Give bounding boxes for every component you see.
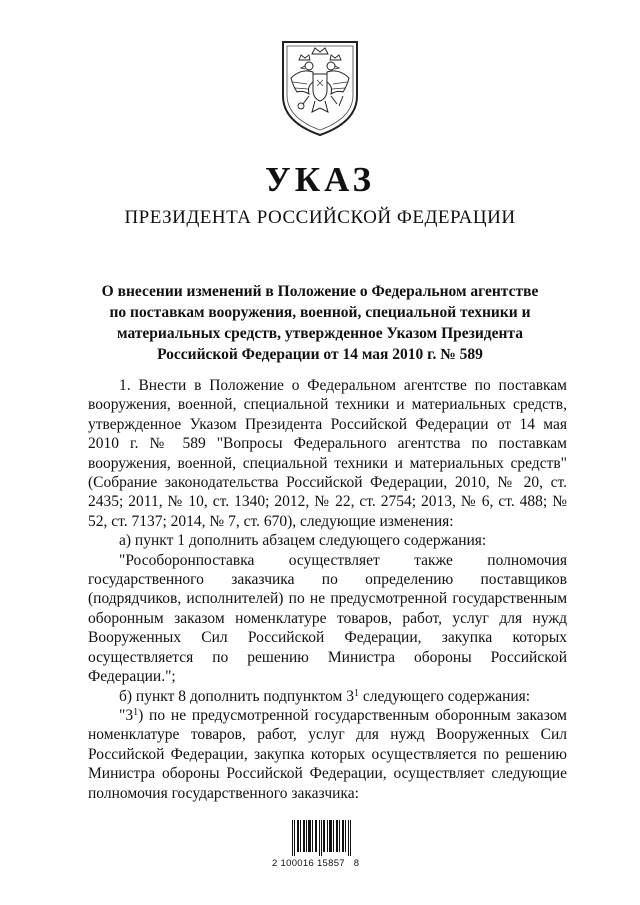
- paragraph-1: 1. Внести в Положение о Федеральном агентстве по поставкам вооружения, военной, специальной техники и материальных средств, утвержденное Указом Президента Российской Федерации от 14 мая 2010 г. № 589 "Вопросы Федерального агентства по поставкам вооружения, военной, специальной техники и материальных средств" (Собрание законодательства Российской Федерации, 2010, № 20, ст. 2435; 2011, № 10, ст. 1340; 2012, № 22, ст. 2754; 2013, № 6, ст. 488; № 52, ст. 7137; 2014, № 7, ст. 670), следующие изменения:: [88, 377, 567, 530]
- page-subtitle: ПРЕЗИДЕНТА РОССИЙСКОЙ ФЕДЕРАЦИИ: [124, 207, 516, 228]
- superscript: 1: [133, 706, 139, 718]
- barcode-icon: [292, 820, 352, 856]
- paragraph-5-text: "3: [119, 706, 134, 724]
- heading-line: О внесении изменений в Положение о Федеральном агентстве: [101, 283, 539, 300]
- paragraph-2: а) пункт 1 дополнить абзацем следующего содержания:: [119, 532, 487, 550]
- barcode-number: 2 100016 15857 8: [272, 858, 360, 869]
- heading-line: материальных средств, утвержденное Указом Президента: [117, 325, 523, 342]
- superscript: 1: [354, 687, 359, 699]
- paragraph-4-text-end: следующего содержания:: [359, 687, 531, 705]
- paragraph-5-text-end: ) по не предусмотренной государственным оборонным заказом номенклатуре товаров, работ, услуг для нужд Вооруженных Сил Российской Федерации, закупка которых осуществляется по решению Министра обороны Российской Федерации, осуществляет следующие полномочия государственного заказчика:: [88, 706, 567, 802]
- paragraph-5: [88, 706, 567, 803]
- paragraph-4: [88, 687, 567, 706]
- page-title: УКАЗ: [265, 160, 375, 199]
- heading-line: по поставкам вооружения, военной, специальной техники и: [109, 304, 531, 321]
- decree-body: [88, 376, 567, 803]
- paragraph-4-text: б) пункт 8 дополнить подпунктом 3: [119, 687, 354, 705]
- paragraph-3: "Рособоронпоставка осуществляет также полномочия государственного заказчика по определению поставщиков (подрядчиков, исполнителей) по не предусмотренной государственным оборонным заказом номенклатуре товаров, работ, услуг для нужд Вооруженных Сил Российской Федерации, закупка которых осуществляется по решению Министра обороны Российской Федерации.";: [88, 551, 567, 686]
- state-emblem-icon: [279, 38, 361, 138]
- decree-heading: [80, 281, 560, 365]
- heading-line: Российской Федерации от 14 мая 2010 г. № 589: [157, 346, 483, 363]
